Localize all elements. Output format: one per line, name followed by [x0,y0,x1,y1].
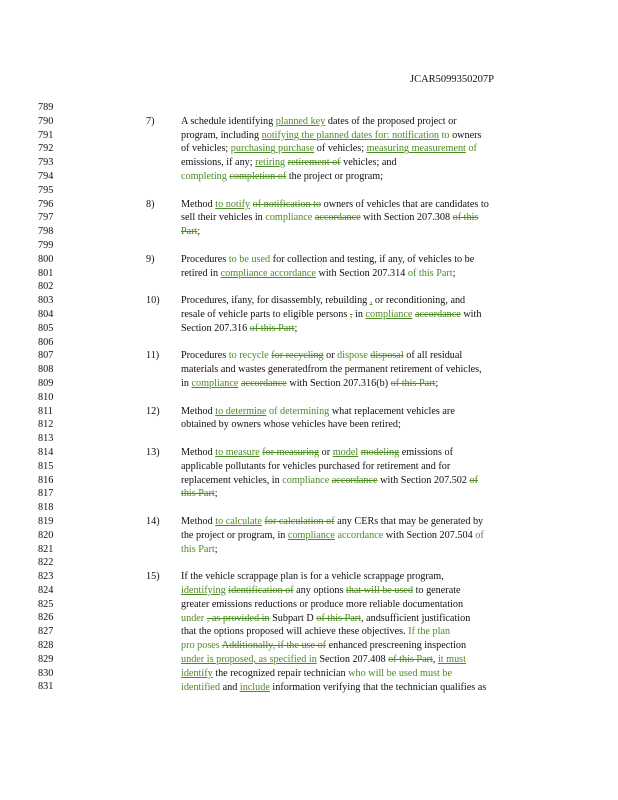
line-number: 806 [38,336,54,348]
text-run: Method [181,447,216,458]
text-run: with Section 207.308 [360,212,453,224]
line-number: 800 [38,253,54,265]
line-number: 822 [38,557,54,569]
line-number: 795 [38,184,54,196]
text-line [181,142,533,156]
text-line [181,225,533,239]
text-line [181,156,533,170]
text-run: to generate [413,584,461,596]
inserted-underlined-text: include [239,681,270,693]
deleted-text: of this Part [388,653,433,665]
text-run: of all residual [403,350,463,362]
text-run: emissions, if any; [181,157,256,169]
item-number: 15) [146,571,160,583]
deleted-text: accordance [414,308,461,320]
item-text [181,198,533,239]
line-number-column [38,101,53,694]
text-run: ; [294,322,298,334]
inserted-text: of [475,529,484,541]
text-run: ; [452,267,456,279]
item-text [181,446,533,501]
line-number: 807 [38,350,54,362]
inserted-text: to be used [228,253,271,265]
line-number: 797 [38,212,54,224]
inserted-underlined-text: , [369,295,373,307]
text-run: any options [293,584,346,596]
text-run: in [352,308,366,320]
line-number: 809 [38,377,54,389]
text-line [181,253,533,267]
text-run: , [432,653,438,665]
line-number: 790 [38,115,54,127]
deleted-text: accordance [314,212,361,224]
inserted-underlined-text: identifying [181,584,226,596]
text-line [181,115,533,129]
line-number: 826 [38,612,54,624]
inserted-underlined-text: it must [437,653,466,665]
text-run: Procedures, ifany, for disassembly, rebuilding [181,295,370,307]
text-line [181,377,533,391]
line-number: 829 [38,653,54,665]
item-number: 8) [146,198,155,210]
inserted-underlined-text: compliance [365,308,413,320]
item-number: 9) [146,253,155,265]
line-number: 799 [38,239,54,251]
item-text [181,515,533,556]
text-run: greater emissions reductions or produce more reliable documentation [181,598,464,610]
inserted-underlined-text: to calculate [215,516,262,527]
text-line [181,349,533,363]
inserted-text: of this Part [407,267,453,279]
line-number: 828 [38,640,54,652]
text-line [181,308,533,322]
item-text [181,405,533,433]
text-run: ; [214,543,218,555]
inserted-underlined-text: compliance accordance [220,267,316,279]
inserted-underlined-text: to measure [215,447,260,458]
line-number: 792 [38,143,54,155]
deleted-text: of [469,474,479,486]
line-number: 791 [38,129,54,141]
text-run: Procedures [181,253,229,265]
item-number: 11) [146,350,160,362]
inserted-text: identified [181,681,221,693]
deleted-text: accordance [331,474,378,486]
text-run: the project or program, in [181,529,288,541]
inserted-text: If the plan [408,626,451,638]
inserted-underlined-text: identify [181,667,213,679]
inserted-underlined-text: compliance [287,529,335,541]
deleted-text: of this Part [316,612,361,624]
line-number: 825 [38,598,54,610]
inserted-text: accordance [337,529,384,541]
text-run: enhanced prescreening inspection [326,640,467,652]
line-number: 794 [38,170,54,182]
text-run: Subpart D [269,612,317,624]
text-line [181,487,533,501]
text-run: program, including [181,129,262,141]
text-line [181,405,533,419]
text-line [181,474,533,488]
item-number: 7) [146,115,155,127]
text-run: Method [181,516,216,527]
inserted-underlined-text: under is proposed, as specified in [181,653,317,665]
text-run: of vehicles; [181,143,231,155]
line-number: 801 [38,267,54,279]
inserted-underlined-text: measuring measurement [366,143,466,155]
line-number: 827 [38,626,54,638]
line-number: 805 [38,322,54,334]
line-number: 804 [38,308,54,320]
line-number: 823 [38,571,54,583]
line-number: 830 [38,667,54,679]
inserted-text: compliance [282,474,330,486]
inserted-underlined-text: to notify [215,198,251,210]
item-text [181,570,533,694]
text-line [181,570,533,584]
text-run: A schedule identifying [181,115,276,127]
inserted-text: pro poses [181,640,220,652]
inserted-underlined-text: notifying the planned dates for: notification [261,129,440,141]
text-run: Section 207.316 [181,322,250,334]
line-number: 820 [38,529,54,541]
deleted-text: of this Part [249,322,295,334]
inserted-text: dispose [337,350,368,362]
text-line [181,170,533,184]
inserted-underlined-text: purchasing purchase [230,143,315,155]
deleted-text: this Part [181,488,215,500]
item-number: 10) [146,295,160,307]
line-number: 798 [38,226,54,238]
deleted-text: , [349,308,353,320]
text-run: Section 207.408 [316,653,389,665]
text-run: for collection and testing, if any, of vehicles to be [270,253,475,265]
line-number: 817 [38,488,54,500]
text-line [181,267,533,281]
deleted-text: of this [452,212,479,224]
text-run: with Section 207.504 [383,529,476,541]
inserted-underlined-text: compliance [191,377,239,389]
text-run: or [319,447,333,458]
text-run: owners [449,129,482,141]
text-line [181,446,533,460]
text-line [181,460,533,474]
text-run: or reconditioning, and [372,295,466,307]
document-id-header: JCAR5099350207P [410,74,495,85]
inserted-text: of determining [269,405,330,417]
item-text [181,349,533,390]
text-run: obtained by owners whose vehicles have been retired; [181,419,401,431]
inserted-text: this Part [181,543,215,555]
item-number: 12) [146,405,160,417]
text-run: applicable pollutants for vehicles purchased for retirement and for [181,460,451,472]
line-number: 808 [38,364,54,376]
item-text [181,294,533,335]
inserted-underlined-text: model [332,447,359,458]
text-run: Method [181,198,216,210]
line-number: 824 [38,584,54,596]
text-run: emissions of [399,447,453,458]
inserted-text: compliance [265,212,313,224]
line-number: 815 [38,460,54,472]
text-run: information verifying that the technician qualifies as [269,681,487,693]
text-run: any CERs that may be generated by [334,516,484,527]
text-run: with Section 207.502 [377,474,470,486]
inserted-underlined-text: planned key [275,115,326,127]
text-line [181,625,533,639]
deleted-text: identification of [228,584,294,596]
deleted-text: Additionally, if the use of [221,640,327,652]
text-line [181,363,533,377]
deleted-text: that will be used [345,584,414,596]
inserted-text: to recycle [228,350,269,362]
inserted-text: who will be used must be [348,667,453,679]
text-run: owners of vehicles that are candidates to [321,198,489,210]
text-run: sell their vehicles in [181,212,266,224]
text-line [181,294,533,308]
text-line [181,584,533,598]
deleted-text: for measuring [262,447,320,458]
text-run: ; [197,226,201,238]
text-line [181,667,533,681]
deleted-text: completion of [229,170,287,182]
text-run: resale of vehicle parts to eligible persons [181,308,350,320]
line-number: 811 [38,405,53,417]
line-number: 812 [38,419,54,431]
item-text [181,253,533,281]
inserted-underlined-text: to determine [215,405,267,417]
text-run: with Section 207.316(b) [286,377,391,389]
text-line [181,681,533,695]
deleted-text: of notification to [252,198,322,210]
deleted-text: disposal [370,350,404,362]
line-number: 818 [38,502,54,514]
deleted-text: of this Part [390,377,436,389]
item-number: 13) [146,447,160,458]
inserted-text: to [441,129,450,141]
line-number: 789 [38,102,54,113]
line-number: 814 [38,446,54,458]
text-line [181,322,533,336]
inserted-text: of [468,143,477,155]
inserted-underlined-text: retiring [255,157,286,169]
text-line [181,211,533,225]
text-line [181,543,533,557]
line-number: 802 [38,281,54,293]
text-run: what replacement vehicles are [329,405,455,417]
deleted-text: retirement of [287,157,341,169]
text-run: vehicles; and [340,157,397,169]
deleted-text: modeling [360,447,400,458]
deleted-text: , as provided in [206,612,270,624]
line-number: 813 [38,433,54,445]
line-number: 796 [38,198,54,210]
text-run: with Section 207.314 [315,267,408,279]
text-run: in [181,377,192,389]
text-run: replacement vehicles, in [181,474,283,486]
text-line [181,515,533,529]
line-number: 803 [38,295,54,307]
deleted-text: accordance [240,377,287,389]
text-line [181,529,533,543]
text-line [181,612,533,626]
text-run: with [460,308,482,320]
line-number: 793 [38,157,54,169]
text-line [181,129,533,143]
line-number: 821 [38,543,54,555]
line-number: 831 [38,681,54,693]
line-number: 819 [38,515,54,527]
text-run: that the options proposed will achieve these objectives. [181,626,409,638]
text-run: ; [435,377,439,389]
line-number: 816 [38,474,54,486]
deleted-text: Part [181,226,198,238]
text-run: retired in [181,267,221,279]
text-run: Procedures [181,350,229,362]
text-run: Method [181,405,216,417]
inserted-text: completing [181,170,227,182]
text-line [181,639,533,653]
deleted-text: for calculation of [264,516,335,527]
item-number: 14) [146,516,160,527]
text-run: the project or program; [286,170,384,182]
text-run: If the vehicle scrappage plan is for a vehicle scrappage program, [181,571,444,583]
deleted-text: for recycling [271,350,324,362]
text-line [181,418,533,432]
text-run: and [220,681,240,693]
inserted-text: under [181,612,205,624]
text-run: , andsufficient justification [360,612,471,624]
text-line [181,198,533,212]
text-run: dates of the proposed project or [325,115,457,127]
item-text [181,115,533,184]
text-run: materials and wastes generatedfrom the permanent retirement of vehicles, [181,364,482,376]
text-run: ; [214,488,218,500]
text-line [181,598,533,612]
text-run: the recognized repair technician [212,667,349,679]
text-run: of vehicles; [314,143,367,155]
line-number: 810 [38,391,54,403]
text-line [181,653,533,667]
text-run: or [323,350,338,362]
